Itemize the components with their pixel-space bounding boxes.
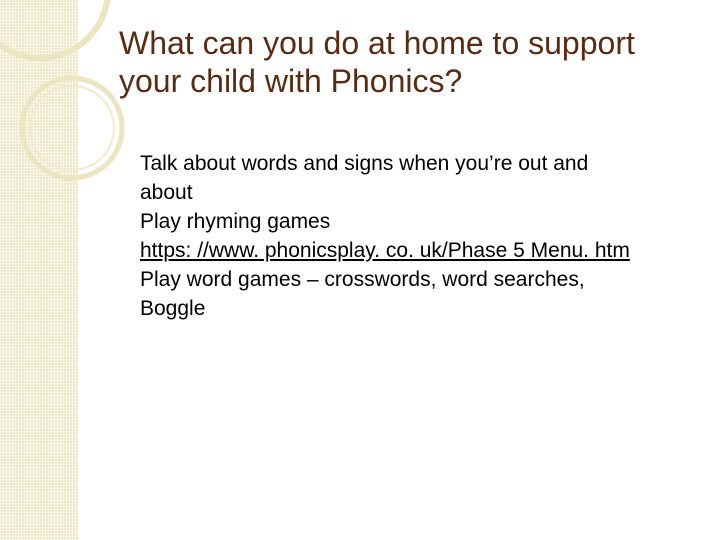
bullet-text: Talk about words and signs when you’re out and about bbox=[140, 152, 589, 204]
slide-title: What can you do at home to support your child with Phonics? bbox=[119, 25, 635, 99]
bullet-item bbox=[140, 265, 640, 323]
bullet-text: Play word games – crosswords, word searches, Boggle bbox=[140, 268, 585, 320]
bullet-item bbox=[140, 149, 640, 207]
bullet-item bbox=[140, 236, 640, 265]
phonicsplay-link[interactable]: https: //www. phonicsplay. co. uk/Phase 5 Menu. htm bbox=[140, 239, 630, 262]
bullet-list bbox=[140, 149, 640, 323]
bullet-text: Play rhyming games bbox=[140, 210, 331, 233]
bullet-item bbox=[140, 207, 640, 236]
decorative-side-strip bbox=[0, 0, 78, 540]
